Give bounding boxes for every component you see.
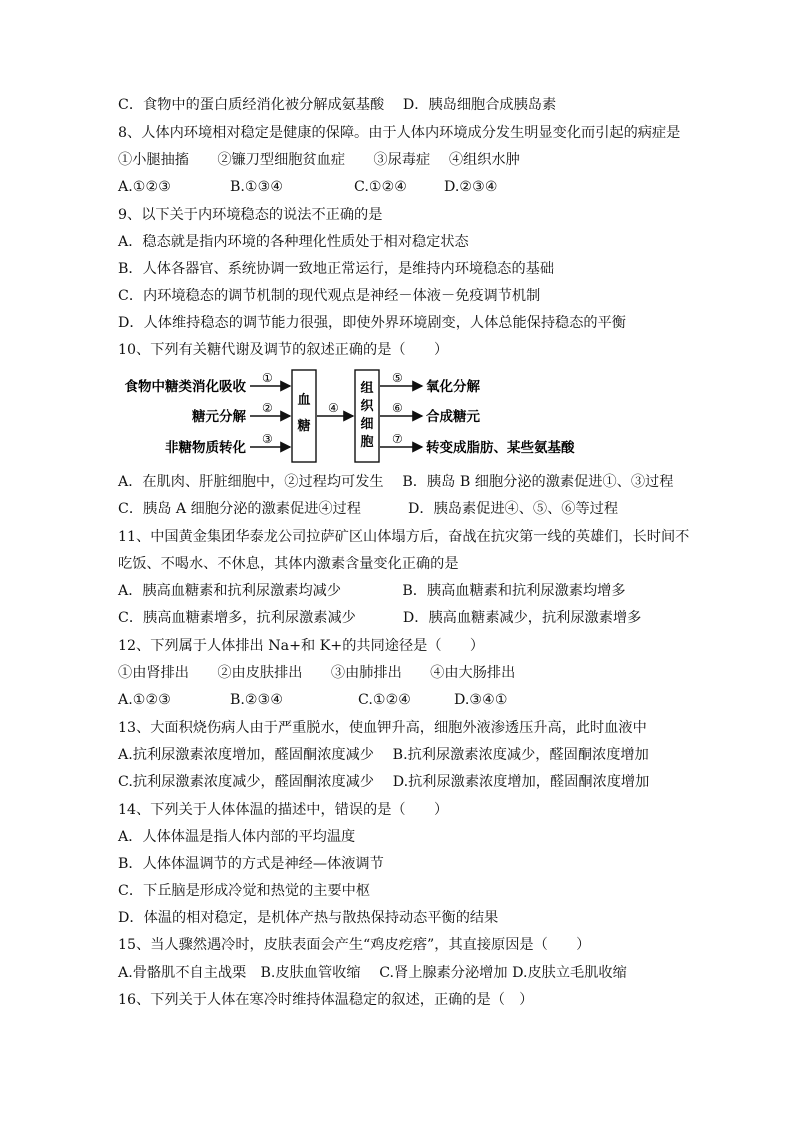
output-conversion: 转变成脂肪、某些氨基酸 <box>426 440 575 456</box>
step-1: ① <box>262 371 273 385</box>
q14-stem: 14、下列关于人体体温的描述中，错误的是（ ） <box>118 802 449 818</box>
q10-stem: 10、下列有关糖代谢及调节的叙述正确的是（ ） <box>118 342 449 358</box>
blood-sugar-label-1: 血 <box>297 393 311 408</box>
q16-stem: 16、下列关于人体在寒冷时维持体温稳定的叙述，正确的是（ ） <box>118 992 534 1008</box>
q15-options: A.骨骼肌不自主战栗 B.皮肤血管收缩 C.肾上腺素分泌增加 D.皮肤立毛肌收缩 <box>118 965 627 981</box>
tissue-label-4: 胞 <box>360 435 374 450</box>
q9-option-b: B．人体各器官、系统协调一致地正常运行，是维持内环境稳态的基础 <box>118 261 555 277</box>
q15-stem: 15、当人骤然遇冷时，皮肤表面会产生“鸡皮疙瘩”，其直接原因是（ ） <box>118 937 591 953</box>
tissue-label-3: 细 <box>360 417 374 432</box>
q12-option-c: C.①②④ <box>358 692 412 708</box>
step-5: ⑤ <box>392 371 403 385</box>
blood-sugar-label-2: 糖 <box>297 419 311 434</box>
q11-stem-cont: 吃饭、不喝水、不休息，其体内激素含量变化正确的是 <box>118 556 459 572</box>
tissue-label-2: 织 <box>360 399 374 414</box>
step-7: ⑦ <box>392 432 403 446</box>
q11-stem: 11、中国黄金集团华泰龙公司拉萨矿区山体塌方后，奋战在抗灾第一线的英雄们，长时间不 <box>118 529 690 545</box>
q12-option-b: B.②③④ <box>230 692 284 708</box>
q14-option-b: B．人体体温调节的方式是神经—体液调节 <box>118 856 384 872</box>
step-6: ⑥ <box>392 401 403 415</box>
q10-options-cd: C．胰岛 A 细胞分泌的激素促进④过程 D．胰岛素促进④、⑤、⑥等过程 <box>118 501 619 517</box>
q8-option-c: C.①②④ <box>354 179 408 195</box>
q9-option-d: D．人体维持稳态的调节能力很强，即使外界环境剧变，人体总能保持稳态的平衡 <box>118 315 626 331</box>
q14-option-a: A．人体体温是指人体内部的平均温度 <box>118 829 356 845</box>
q14-option-d: D．体温的相对稳定，是机体产热与散热保持动态平衡的结果 <box>118 910 499 926</box>
step-4: ④ <box>328 401 339 415</box>
q12-option-a: A.①②③ <box>118 692 171 708</box>
input-non-sugar-conversion: 非糖物质转化 <box>165 440 246 456</box>
q13-stem: 13、大面积烧伤病人由于严重脱水，使血钾升高，细胞外液渗透压升高，此时血液中 <box>118 720 647 736</box>
tissue-label-1: 组 <box>360 381 374 396</box>
q12-option-d: D.③④① <box>454 692 508 708</box>
q13-options-cd: C.抗利尿激素浓度减少，醛固酮浓度减少 D.抗利尿激素浓度增加，醛固酮浓度增加 <box>118 774 650 790</box>
q11-options-ab: A．胰高血糖素和抗利尿激素均减少 B．胰高血糖素和抗利尿激素均增多 <box>118 583 626 599</box>
q14-option-c: C．下丘脑是形成冷觉和热觉的主要中枢 <box>118 883 371 899</box>
output-glycogen-synthesis: 合成糖元 <box>426 409 480 425</box>
q12-stem: 12、下列属于人体排出 Na+和 K+的共同途径是（ ） <box>118 638 485 654</box>
q8-items: ①小腿抽搐 ②镰刀型细胞贫血症 ③尿毒症 ④组织水肿 <box>118 152 520 168</box>
input-digestion: 食物中糖类消化吸收 <box>124 379 246 395</box>
q8-stem: 8、人体内环境相对稳定是健康的保障。由于人体内环境成分发生明显变化而引起的病症是 <box>118 125 681 141</box>
input-glycogen-breakdown: 糖元分解 <box>192 409 246 425</box>
q13-options-ab: A.抗利尿激素浓度增加，醛固酮浓度减少 B.抗利尿激素浓度减少，醛固酮浓度增加 <box>118 747 649 763</box>
sugar-metabolism-diagram <box>110 366 670 468</box>
q11-options-cd: C．胰高血糖素增多，抗利尿激素减少 D．胰高血糖素减少，抗利尿激素增多 <box>118 610 642 626</box>
output-oxidation: 氧化分解 <box>426 379 480 395</box>
q8-option-d: D.②③④ <box>444 179 498 195</box>
q9-stem: 9、以下关于内环境稳态的说法不正确的是 <box>118 207 383 223</box>
blood-sugar-box <box>292 370 316 462</box>
q8-option-b: B.①③④ <box>230 179 284 195</box>
step-2: ② <box>262 401 273 415</box>
q9-option-c: C．内环境稳态的调节机制的现代观点是神经－体液－免疫调节机制 <box>118 288 541 304</box>
q8-option-a: A.①②③ <box>118 179 171 195</box>
q7-options-cd: C．食物中的蛋白质经消化被分解成氨基酸 D．胰岛细胞合成胰岛素 <box>118 97 557 113</box>
q9-option-a: A．稳态就是指内环境的各种理化性质处于相对稳定状态 <box>118 234 469 250</box>
q12-items: ①由肾排出 ②由皮肤排出 ③由肺排出 ④由大肠排出 <box>118 665 516 681</box>
q10-options-ab: A．在肌肉、肝脏细胞中，②过程均可发生 B．胰岛 B 细胞分泌的激素促进①、③过程 <box>118 474 674 490</box>
step-3: ③ <box>262 432 273 446</box>
